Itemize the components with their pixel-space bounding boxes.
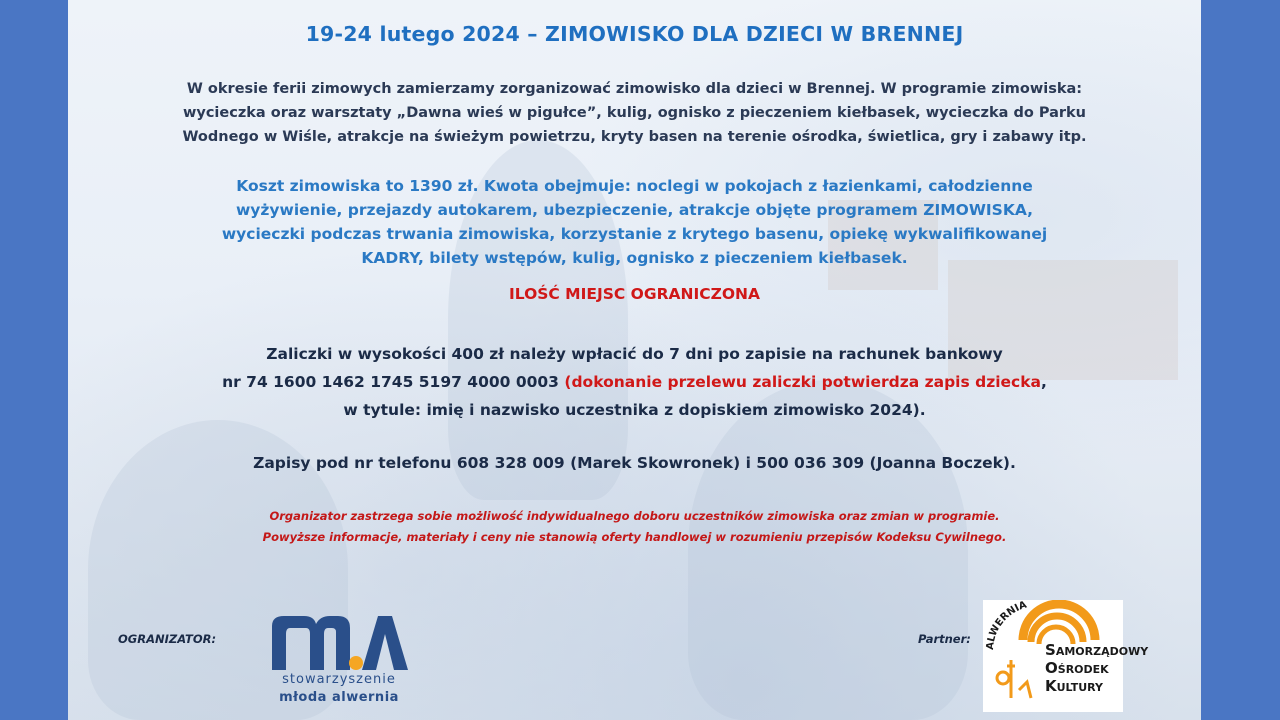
sok-name <box>1045 642 1148 696</box>
cost-line: wyżywienie, przejazdy autokarem, ubezpieczenie, atrakcje objęte programem ZIMOWISKA, <box>235 201 1034 219</box>
intro-line: wycieczka oraz warsztaty „Dawna wieś w pigułce”, kulig, ognisko z pieczeniem kiełbasek, wycieczka do Parku <box>182 105 1086 121</box>
deposit-line: Zaliczki w wysokości 400 zł należy wpłacić do 7 dni po zapisie na rachunek bankowy <box>266 345 1003 363</box>
cost-line: Koszt zimowiska to 1390 zł. Kwota obejmuje: noclegi w pokojach z łazienkami, całodzienne <box>236 177 1033 195</box>
logo-letter-a <box>362 616 408 670</box>
poster-background <box>68 0 1201 720</box>
deposit-confirmation-note: (dokonanie przelewu zaliczki potwierdza zapis dziecka <box>564 373 1041 391</box>
logo-dot <box>349 656 363 670</box>
deposit-paragraph <box>68 340 1201 424</box>
cost-line: KADRY, bilety wstępów, kulig, ognisko z pieczeniem kiełbasek. <box>361 249 908 267</box>
sok-arc-text-path: ALWERNIA <box>984 600 1029 651</box>
disclaimer-line: Organizator zastrzega sobie możliwość indywidualnego doboru uczestników zimowiska oraz zmian w programie. <box>269 509 1000 523</box>
sok-logo <box>983 600 1149 712</box>
sok-line: KULTURY <box>1045 677 1104 695</box>
deposit-line: w tytule: imię i nazwisko uczestnika z dopiskiem zimowisko 2024). <box>343 401 926 419</box>
intro-paragraph <box>68 77 1201 149</box>
partner-label: Partner: <box>918 632 971 646</box>
cost-line: wycieczki podczas trwania zimowiska, korzystanie z krytego basenu, opiekę wykwalifikowanej <box>221 225 1048 243</box>
disclaimer <box>68 506 1201 548</box>
signup-info: Zapisy pod nr telefonu 608 328 009 (Marek Skowronek) i 500 036 309 (Joanna Boczek). <box>253 454 1016 472</box>
logo-letter-m <box>272 616 350 670</box>
background-tree <box>688 380 968 720</box>
intro-line: W okresie ferii zimowych zamierzamy zorganizować zimowisko dla dzieci w Brennej. W programie zimowiska: <box>186 81 1083 97</box>
logo-caption: młoda alwernia <box>279 690 399 705</box>
sok-line: SAMORZĄDOWY <box>1045 641 1149 659</box>
poster-title: 19-24 lutego 2024 – ZIMOWISKO DLA DZIECI W BRENNEJ <box>305 22 964 46</box>
logo-caption: stowarzyszenie <box>282 672 396 687</box>
cost-paragraph <box>68 174 1201 270</box>
limited-places-notice: ILOŚĆ MIEJSC OGRANICZONA <box>508 285 760 303</box>
organizer-label: OGRANIZATOR: <box>118 632 217 646</box>
bank-account-number: nr 74 1600 1462 1745 5197 4000 0003 <box>222 373 565 391</box>
sok-line: OŚRODEK <box>1045 659 1109 677</box>
punctuation: , <box>1041 373 1047 391</box>
deposit-account-line <box>68 368 1201 396</box>
disclaimer-line: Powyższe informacje, materiały i ceny nie stanowią oferty handlowej w rozumieniu przepisów Kodeksu Cywilnego. <box>262 530 1007 544</box>
intro-line: Wodnego w Wiśle, atrakcje na świeżym powietrzu, kryty basen na terenie ośrodka, świetlica, gry i zabawy itp. <box>182 129 1087 145</box>
